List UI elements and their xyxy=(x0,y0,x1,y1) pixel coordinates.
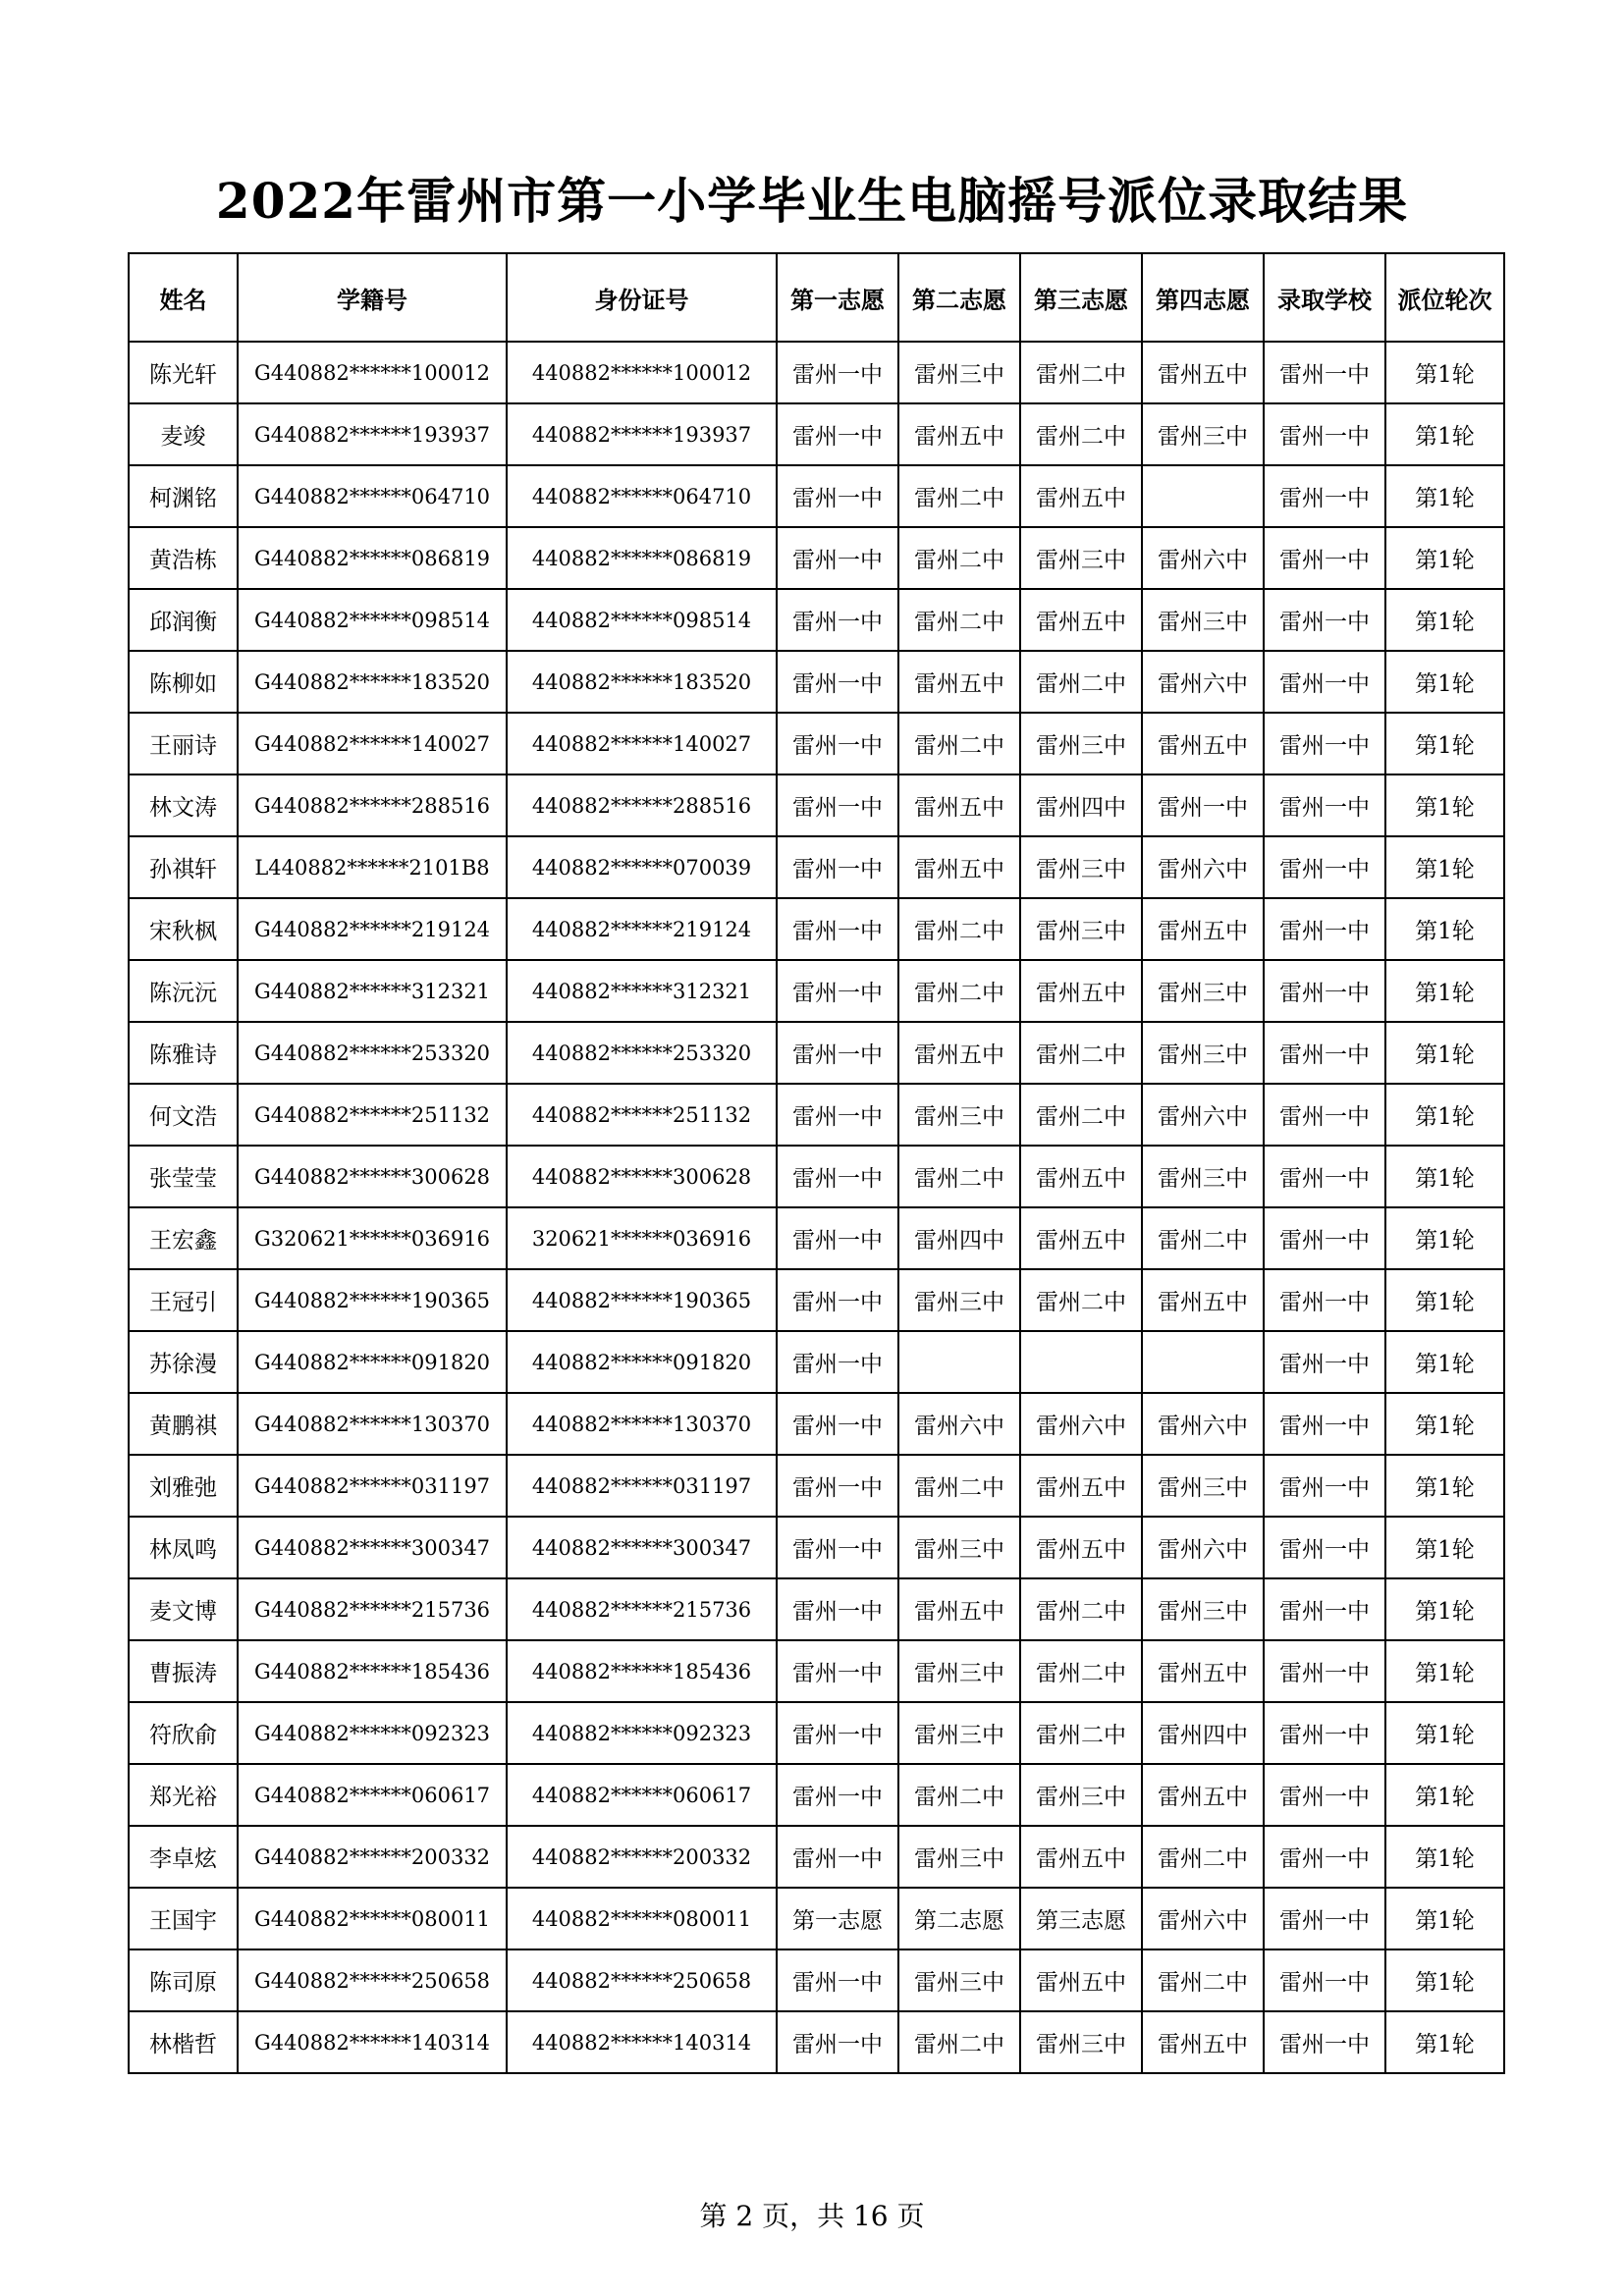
cell-round: 第1轮 xyxy=(1385,342,1504,403)
cell-choice-2: 雷州二中 xyxy=(898,2011,1020,2073)
cell-id-number: 440882******219124 xyxy=(507,898,777,960)
cell-name: 陈柳如 xyxy=(129,651,238,713)
cell-admitted-school: 雷州一中 xyxy=(1264,1207,1385,1269)
table-row xyxy=(129,1578,1504,1640)
cell-round: 第1轮 xyxy=(1385,2011,1504,2073)
cell-choice-3: 雷州四中 xyxy=(1020,774,1142,836)
cell-student-id: G440882******064710 xyxy=(238,465,507,527)
cell-choice-4: 雷州三中 xyxy=(1142,1146,1264,1207)
cell-id-number: 440882******031197 xyxy=(507,1455,777,1517)
cell-name: 李卓炫 xyxy=(129,1826,238,1888)
cell-student-id: G320621******036916 xyxy=(238,1207,507,1269)
cell-id-number: 440882******100012 xyxy=(507,342,777,403)
cell-id-number: 440882******064710 xyxy=(507,465,777,527)
column-header: 第四志愿 xyxy=(1142,253,1264,342)
table-header-row xyxy=(129,253,1504,342)
table-body xyxy=(129,342,1504,2073)
cell-choice-4: 雷州六中 xyxy=(1142,651,1264,713)
cell-choice-3: 雷州五中 xyxy=(1020,1207,1142,1269)
cell-student-id: G440882******086819 xyxy=(238,527,507,589)
cell-choice-2: 雷州五中 xyxy=(898,1022,1020,1084)
cell-choice-4: 雷州五中 xyxy=(1142,898,1264,960)
cell-choice-3: 雷州二中 xyxy=(1020,1640,1142,1702)
column-header: 派位轮次 xyxy=(1385,253,1504,342)
cell-admitted-school: 雷州一中 xyxy=(1264,403,1385,465)
cell-name: 林凤鸣 xyxy=(129,1517,238,1578)
cell-choice-2: 雷州二中 xyxy=(898,527,1020,589)
cell-choice-1: 雷州一中 xyxy=(777,1764,898,1826)
cell-choice-1: 雷州一中 xyxy=(777,1949,898,2011)
cell-choice-4: 雷州三中 xyxy=(1142,589,1264,651)
cell-admitted-school: 雷州一中 xyxy=(1264,898,1385,960)
cell-name: 黄鹏祺 xyxy=(129,1393,238,1455)
cell-choice-3: 雷州二中 xyxy=(1020,403,1142,465)
table-row xyxy=(129,1764,1504,1826)
cell-choice-4: 雷州六中 xyxy=(1142,1888,1264,1949)
cell-choice-4: 雷州五中 xyxy=(1142,713,1264,774)
cell-choice-3: 雷州五中 xyxy=(1020,960,1142,1022)
cell-choice-1: 雷州一中 xyxy=(777,527,898,589)
table-row xyxy=(129,651,1504,713)
cell-id-number: 440882******288516 xyxy=(507,774,777,836)
cell-choice-2: 雷州三中 xyxy=(898,342,1020,403)
cell-student-id: G440882******312321 xyxy=(238,960,507,1022)
column-header: 身份证号 xyxy=(507,253,777,342)
cell-student-id: G440882******193937 xyxy=(238,403,507,465)
cell-round: 第1轮 xyxy=(1385,1578,1504,1640)
cell-name: 陈光轩 xyxy=(129,342,238,403)
cell-id-number: 440882******251132 xyxy=(507,1084,777,1146)
cell-choice-4: 雷州六中 xyxy=(1142,836,1264,898)
cell-round: 第1轮 xyxy=(1385,1269,1504,1331)
cell-admitted-school: 雷州一中 xyxy=(1264,342,1385,403)
cell-student-id: G440882******200332 xyxy=(238,1826,507,1888)
cell-admitted-school: 雷州一中 xyxy=(1264,1517,1385,1578)
cell-choice-3: 雷州五中 xyxy=(1020,589,1142,651)
cell-choice-2: 雷州三中 xyxy=(898,1826,1020,1888)
cell-choice-1: 雷州一中 xyxy=(777,1084,898,1146)
cell-admitted-school: 雷州一中 xyxy=(1264,1022,1385,1084)
cell-choice-3: 雷州三中 xyxy=(1020,1764,1142,1826)
table-row xyxy=(129,403,1504,465)
cell-admitted-school: 雷州一中 xyxy=(1264,836,1385,898)
cell-choice-1: 雷州一中 xyxy=(777,1578,898,1640)
column-header: 学籍号 xyxy=(238,253,507,342)
cell-choice-3: 雷州五中 xyxy=(1020,1517,1142,1578)
cell-choice-1: 雷州一中 xyxy=(777,1331,898,1393)
cell-choice-3: 雷州三中 xyxy=(1020,836,1142,898)
cell-choice-3: 雷州五中 xyxy=(1020,1949,1142,2011)
cell-id-number: 440882******092323 xyxy=(507,1702,777,1764)
cell-choice-3: 雷州三中 xyxy=(1020,2011,1142,2073)
cell-choice-3: 第三志愿 xyxy=(1020,1888,1142,1949)
cell-admitted-school: 雷州一中 xyxy=(1264,1146,1385,1207)
cell-round: 第1轮 xyxy=(1385,1764,1504,1826)
cell-choice-2: 雷州二中 xyxy=(898,589,1020,651)
cell-id-number: 440882******070039 xyxy=(507,836,777,898)
cell-round: 第1轮 xyxy=(1385,1022,1504,1084)
cell-choice-1: 雷州一中 xyxy=(777,1207,898,1269)
cell-choice-1: 雷州一中 xyxy=(777,1393,898,1455)
cell-choice-4: 雷州二中 xyxy=(1142,1826,1264,1888)
column-header: 第二志愿 xyxy=(898,253,1020,342)
cell-choice-3: 雷州二中 xyxy=(1020,342,1142,403)
cell-choice-4: 雷州六中 xyxy=(1142,1517,1264,1578)
cell-name: 苏徐漫 xyxy=(129,1331,238,1393)
cell-choice-1: 雷州一中 xyxy=(777,465,898,527)
cell-id-number: 440882******091820 xyxy=(507,1331,777,1393)
cell-student-id: G440882******091820 xyxy=(238,1331,507,1393)
cell-student-id: G440882******251132 xyxy=(238,1084,507,1146)
cell-round: 第1轮 xyxy=(1385,1207,1504,1269)
cell-id-number: 440882******250658 xyxy=(507,1949,777,2011)
cell-choice-2: 雷州三中 xyxy=(898,1702,1020,1764)
cell-choice-2: 雷州二中 xyxy=(898,1455,1020,1517)
cell-admitted-school: 雷州一中 xyxy=(1264,1084,1385,1146)
cell-name: 麦文博 xyxy=(129,1578,238,1640)
cell-choice-1: 雷州一中 xyxy=(777,1455,898,1517)
table-row xyxy=(129,774,1504,836)
cell-round: 第1轮 xyxy=(1385,1331,1504,1393)
cell-round: 第1轮 xyxy=(1385,651,1504,713)
results-table xyxy=(128,252,1505,2074)
cell-round: 第1轮 xyxy=(1385,774,1504,836)
cell-choice-2: 雷州四中 xyxy=(898,1207,1020,1269)
cell-choice-1: 雷州一中 xyxy=(777,1640,898,1702)
column-header: 录取学校 xyxy=(1264,253,1385,342)
cell-round: 第1轮 xyxy=(1385,1949,1504,2011)
cell-choice-4: 雷州五中 xyxy=(1142,2011,1264,2073)
cell-student-id: G440882******183520 xyxy=(238,651,507,713)
cell-admitted-school: 雷州一中 xyxy=(1264,1640,1385,1702)
cell-name: 符欣俞 xyxy=(129,1702,238,1764)
page-title: 2022年雷州市第一小学毕业生电脑摇号派位录取结果 xyxy=(215,172,1409,230)
cell-name: 曹振涛 xyxy=(129,1640,238,1702)
cell-choice-4: 雷州六中 xyxy=(1142,1393,1264,1455)
cell-name: 孙祺轩 xyxy=(129,836,238,898)
cell-id-number: 440882******215736 xyxy=(507,1578,777,1640)
cell-choice-3: 雷州二中 xyxy=(1020,651,1142,713)
cell-admitted-school: 雷州一中 xyxy=(1264,713,1385,774)
cell-round: 第1轮 xyxy=(1385,589,1504,651)
cell-student-id: G440882******092323 xyxy=(238,1702,507,1764)
cell-choice-4: 雷州二中 xyxy=(1142,1207,1264,1269)
cell-choice-2: 雷州三中 xyxy=(898,1640,1020,1702)
cell-choice-4 xyxy=(1142,1331,1264,1393)
cell-student-id: G440882******031197 xyxy=(238,1455,507,1517)
cell-choice-3: 雷州三中 xyxy=(1020,713,1142,774)
cell-admitted-school: 雷州一中 xyxy=(1264,1949,1385,2011)
cell-choice-4: 雷州五中 xyxy=(1142,1269,1264,1331)
cell-choice-4: 雷州三中 xyxy=(1142,1455,1264,1517)
cell-name: 何文浩 xyxy=(129,1084,238,1146)
cell-student-id: G440882******098514 xyxy=(238,589,507,651)
cell-admitted-school: 雷州一中 xyxy=(1264,1888,1385,1949)
table-row xyxy=(129,1022,1504,1084)
table-row xyxy=(129,1084,1504,1146)
cell-round: 第1轮 xyxy=(1385,1146,1504,1207)
cell-round: 第1轮 xyxy=(1385,960,1504,1022)
cell-student-id: G440882******140314 xyxy=(238,2011,507,2073)
cell-id-number: 440882******183520 xyxy=(507,651,777,713)
cell-id-number: 440882******253320 xyxy=(507,1022,777,1084)
cell-name: 宋秋枫 xyxy=(129,898,238,960)
cell-round: 第1轮 xyxy=(1385,1084,1504,1146)
cell-choice-4: 雷州六中 xyxy=(1142,527,1264,589)
column-header: 第三志愿 xyxy=(1020,253,1142,342)
table-row xyxy=(129,1640,1504,1702)
cell-id-number: 440882******185436 xyxy=(507,1640,777,1702)
table-row xyxy=(129,465,1504,527)
cell-choice-4: 雷州三中 xyxy=(1142,1578,1264,1640)
cell-round: 第1轮 xyxy=(1385,898,1504,960)
cell-choice-2: 雷州三中 xyxy=(898,1084,1020,1146)
cell-round: 第1轮 xyxy=(1385,1826,1504,1888)
cell-admitted-school: 雷州一中 xyxy=(1264,1578,1385,1640)
cell-choice-1: 雷州一中 xyxy=(777,342,898,403)
cell-round: 第1轮 xyxy=(1385,1640,1504,1702)
cell-round: 第1轮 xyxy=(1385,465,1504,527)
cell-admitted-school: 雷州一中 xyxy=(1264,1702,1385,1764)
cell-choice-2: 雷州三中 xyxy=(898,1269,1020,1331)
cell-admitted-school: 雷州一中 xyxy=(1264,651,1385,713)
cell-choice-2: 雷州二中 xyxy=(898,1146,1020,1207)
cell-choice-4: 雷州三中 xyxy=(1142,1022,1264,1084)
cell-choice-1: 第一志愿 xyxy=(777,1888,898,1949)
cell-choice-3 xyxy=(1020,1331,1142,1393)
cell-admitted-school: 雷州一中 xyxy=(1264,960,1385,1022)
column-header: 姓名 xyxy=(129,253,238,342)
cell-choice-2: 雷州二中 xyxy=(898,898,1020,960)
cell-name: 麦竣 xyxy=(129,403,238,465)
cell-choice-4: 雷州五中 xyxy=(1142,1640,1264,1702)
cell-choice-3: 雷州五中 xyxy=(1020,1455,1142,1517)
cell-id-number: 440882******193937 xyxy=(507,403,777,465)
table-row xyxy=(129,527,1504,589)
cell-choice-3: 雷州三中 xyxy=(1020,527,1142,589)
cell-choice-3: 雷州六中 xyxy=(1020,1393,1142,1455)
cell-choice-4: 雷州五中 xyxy=(1142,1764,1264,1826)
cell-round: 第1轮 xyxy=(1385,713,1504,774)
cell-choice-2: 雷州三中 xyxy=(898,1949,1020,2011)
cell-choice-3: 雷州五中 xyxy=(1020,465,1142,527)
table-row xyxy=(129,1207,1504,1269)
cell-choice-2: 雷州五中 xyxy=(898,1578,1020,1640)
table-row xyxy=(129,1702,1504,1764)
cell-admitted-school: 雷州一中 xyxy=(1264,2011,1385,2073)
cell-name: 王国宇 xyxy=(129,1888,238,1949)
cell-id-number: 440882******098514 xyxy=(507,589,777,651)
cell-id-number: 440882******086819 xyxy=(507,527,777,589)
cell-choice-1: 雷州一中 xyxy=(777,1826,898,1888)
cell-choice-3: 雷州二中 xyxy=(1020,1269,1142,1331)
cell-student-id: G440882******300347 xyxy=(238,1517,507,1578)
cell-round: 第1轮 xyxy=(1385,836,1504,898)
cell-student-id: G440882******300628 xyxy=(238,1146,507,1207)
cell-choice-3: 雷州二中 xyxy=(1020,1084,1142,1146)
cell-choice-1: 雷州一中 xyxy=(777,774,898,836)
table-row xyxy=(129,1888,1504,1949)
cell-student-id: G440882******250658 xyxy=(238,1949,507,2011)
cell-round: 第1轮 xyxy=(1385,1455,1504,1517)
cell-id-number: 440882******060617 xyxy=(507,1764,777,1826)
cell-admitted-school: 雷州一中 xyxy=(1264,465,1385,527)
cell-choice-2: 雷州二中 xyxy=(898,1764,1020,1826)
cell-choice-1: 雷州一中 xyxy=(777,2011,898,2073)
cell-round: 第1轮 xyxy=(1385,527,1504,589)
cell-admitted-school: 雷州一中 xyxy=(1264,1269,1385,1331)
cell-name: 郑光裕 xyxy=(129,1764,238,1826)
cell-student-id: G440882******253320 xyxy=(238,1022,507,1084)
cell-choice-3: 雷州二中 xyxy=(1020,1702,1142,1764)
cell-student-id: G440882******100012 xyxy=(238,342,507,403)
cell-choice-2: 雷州五中 xyxy=(898,651,1020,713)
cell-choice-1: 雷州一中 xyxy=(777,960,898,1022)
cell-id-number: 440882******190365 xyxy=(507,1269,777,1331)
cell-choice-4: 雷州四中 xyxy=(1142,1702,1264,1764)
cell-choice-4 xyxy=(1142,465,1264,527)
cell-choice-1: 雷州一中 xyxy=(777,651,898,713)
cell-admitted-school: 雷州一中 xyxy=(1264,774,1385,836)
cell-name: 王丽诗 xyxy=(129,713,238,774)
table-row xyxy=(129,836,1504,898)
cell-choice-2: 雷州五中 xyxy=(898,836,1020,898)
cell-admitted-school: 雷州一中 xyxy=(1264,1764,1385,1826)
cell-choice-1: 雷州一中 xyxy=(777,1269,898,1331)
cell-id-number: 440882******080011 xyxy=(507,1888,777,1949)
cell-name: 林文涛 xyxy=(129,774,238,836)
cell-choice-2: 雷州二中 xyxy=(898,713,1020,774)
table-row xyxy=(129,1393,1504,1455)
column-header: 第一志愿 xyxy=(777,253,898,342)
cell-student-id: G440882******185436 xyxy=(238,1640,507,1702)
cell-round: 第1轮 xyxy=(1385,1888,1504,1949)
cell-admitted-school: 雷州一中 xyxy=(1264,527,1385,589)
cell-choice-2: 雷州二中 xyxy=(898,465,1020,527)
cell-name: 林楷哲 xyxy=(129,2011,238,2073)
cell-admitted-school: 雷州一中 xyxy=(1264,1393,1385,1455)
table-row xyxy=(129,1517,1504,1578)
cell-student-id: G440882******140027 xyxy=(238,713,507,774)
table-row xyxy=(129,1269,1504,1331)
cell-round: 第1轮 xyxy=(1385,403,1504,465)
cell-id-number: 320621******036916 xyxy=(507,1207,777,1269)
cell-choice-1: 雷州一中 xyxy=(777,1022,898,1084)
cell-choice-3: 雷州二中 xyxy=(1020,1578,1142,1640)
cell-name: 陈雅诗 xyxy=(129,1022,238,1084)
table-row xyxy=(129,1331,1504,1393)
table-row xyxy=(129,1949,1504,2011)
cell-choice-3: 雷州二中 xyxy=(1020,1022,1142,1084)
cell-admitted-school: 雷州一中 xyxy=(1264,589,1385,651)
cell-choice-2: 雷州二中 xyxy=(898,960,1020,1022)
cell-choice-1: 雷州一中 xyxy=(777,898,898,960)
cell-student-id: G440882******190365 xyxy=(238,1269,507,1331)
cell-name: 张莹莹 xyxy=(129,1146,238,1207)
table-row xyxy=(129,1455,1504,1517)
table-row xyxy=(129,960,1504,1022)
cell-choice-2 xyxy=(898,1331,1020,1393)
cell-id-number: 440882******140027 xyxy=(507,713,777,774)
table-row xyxy=(129,2011,1504,2073)
cell-choice-3: 雷州五中 xyxy=(1020,1826,1142,1888)
cell-id-number: 440882******140314 xyxy=(507,2011,777,2073)
cell-choice-2: 雷州六中 xyxy=(898,1393,1020,1455)
cell-id-number: 440882******200332 xyxy=(507,1826,777,1888)
cell-choice-2: 雷州三中 xyxy=(898,1517,1020,1578)
cell-choice-4: 雷州一中 xyxy=(1142,774,1264,836)
page-footer: 第 2 页，共 16 页 xyxy=(699,2200,925,2232)
cell-choice-4: 雷州三中 xyxy=(1142,960,1264,1022)
cell-choice-4: 雷州二中 xyxy=(1142,1949,1264,2011)
cell-student-id: L440882******2101B8 xyxy=(238,836,507,898)
cell-student-id: G440882******215736 xyxy=(238,1578,507,1640)
cell-choice-2: 雷州五中 xyxy=(898,403,1020,465)
cell-admitted-school: 雷州一中 xyxy=(1264,1455,1385,1517)
cell-round: 第1轮 xyxy=(1385,1517,1504,1578)
cell-choice-2: 雷州五中 xyxy=(898,774,1020,836)
cell-choice-2: 第二志愿 xyxy=(898,1888,1020,1949)
cell-choice-1: 雷州一中 xyxy=(777,713,898,774)
cell-id-number: 440882******130370 xyxy=(507,1393,777,1455)
table-row xyxy=(129,713,1504,774)
cell-student-id: G440882******080011 xyxy=(238,1888,507,1949)
cell-name: 王冠引 xyxy=(129,1269,238,1331)
cell-choice-1: 雷州一中 xyxy=(777,589,898,651)
table-row xyxy=(129,898,1504,960)
cell-name: 陈司原 xyxy=(129,1949,238,2011)
cell-choice-1: 雷州一中 xyxy=(777,1146,898,1207)
cell-round: 第1轮 xyxy=(1385,1393,1504,1455)
cell-choice-3: 雷州三中 xyxy=(1020,898,1142,960)
cell-choice-4: 雷州三中 xyxy=(1142,403,1264,465)
cell-id-number: 440882******312321 xyxy=(507,960,777,1022)
table-row xyxy=(129,589,1504,651)
cell-choice-1: 雷州一中 xyxy=(777,1517,898,1578)
cell-id-number: 440882******300347 xyxy=(507,1517,777,1578)
table-row xyxy=(129,1826,1504,1888)
cell-choice-1: 雷州一中 xyxy=(777,403,898,465)
cell-student-id: G440882******130370 xyxy=(238,1393,507,1455)
cell-student-id: G440882******060617 xyxy=(238,1764,507,1826)
cell-name: 陈沅沅 xyxy=(129,960,238,1022)
table-row xyxy=(129,1146,1504,1207)
cell-admitted-school: 雷州一中 xyxy=(1264,1331,1385,1393)
cell-choice-1: 雷州一中 xyxy=(777,1702,898,1764)
cell-student-id: G440882******288516 xyxy=(238,774,507,836)
cell-choice-4: 雷州五中 xyxy=(1142,342,1264,403)
cell-name: 邱润衡 xyxy=(129,589,238,651)
cell-choice-1: 雷州一中 xyxy=(777,836,898,898)
cell-student-id: G440882******219124 xyxy=(238,898,507,960)
cell-name: 柯渊铭 xyxy=(129,465,238,527)
cell-name: 刘雅弛 xyxy=(129,1455,238,1517)
cell-admitted-school: 雷州一中 xyxy=(1264,1826,1385,1888)
cell-id-number: 440882******300628 xyxy=(507,1146,777,1207)
cell-name: 黄浩栋 xyxy=(129,527,238,589)
table-row xyxy=(129,342,1504,403)
cell-choice-3: 雷州五中 xyxy=(1020,1146,1142,1207)
cell-round: 第1轮 xyxy=(1385,1702,1504,1764)
cell-name: 王宏鑫 xyxy=(129,1207,238,1269)
cell-choice-4: 雷州六中 xyxy=(1142,1084,1264,1146)
